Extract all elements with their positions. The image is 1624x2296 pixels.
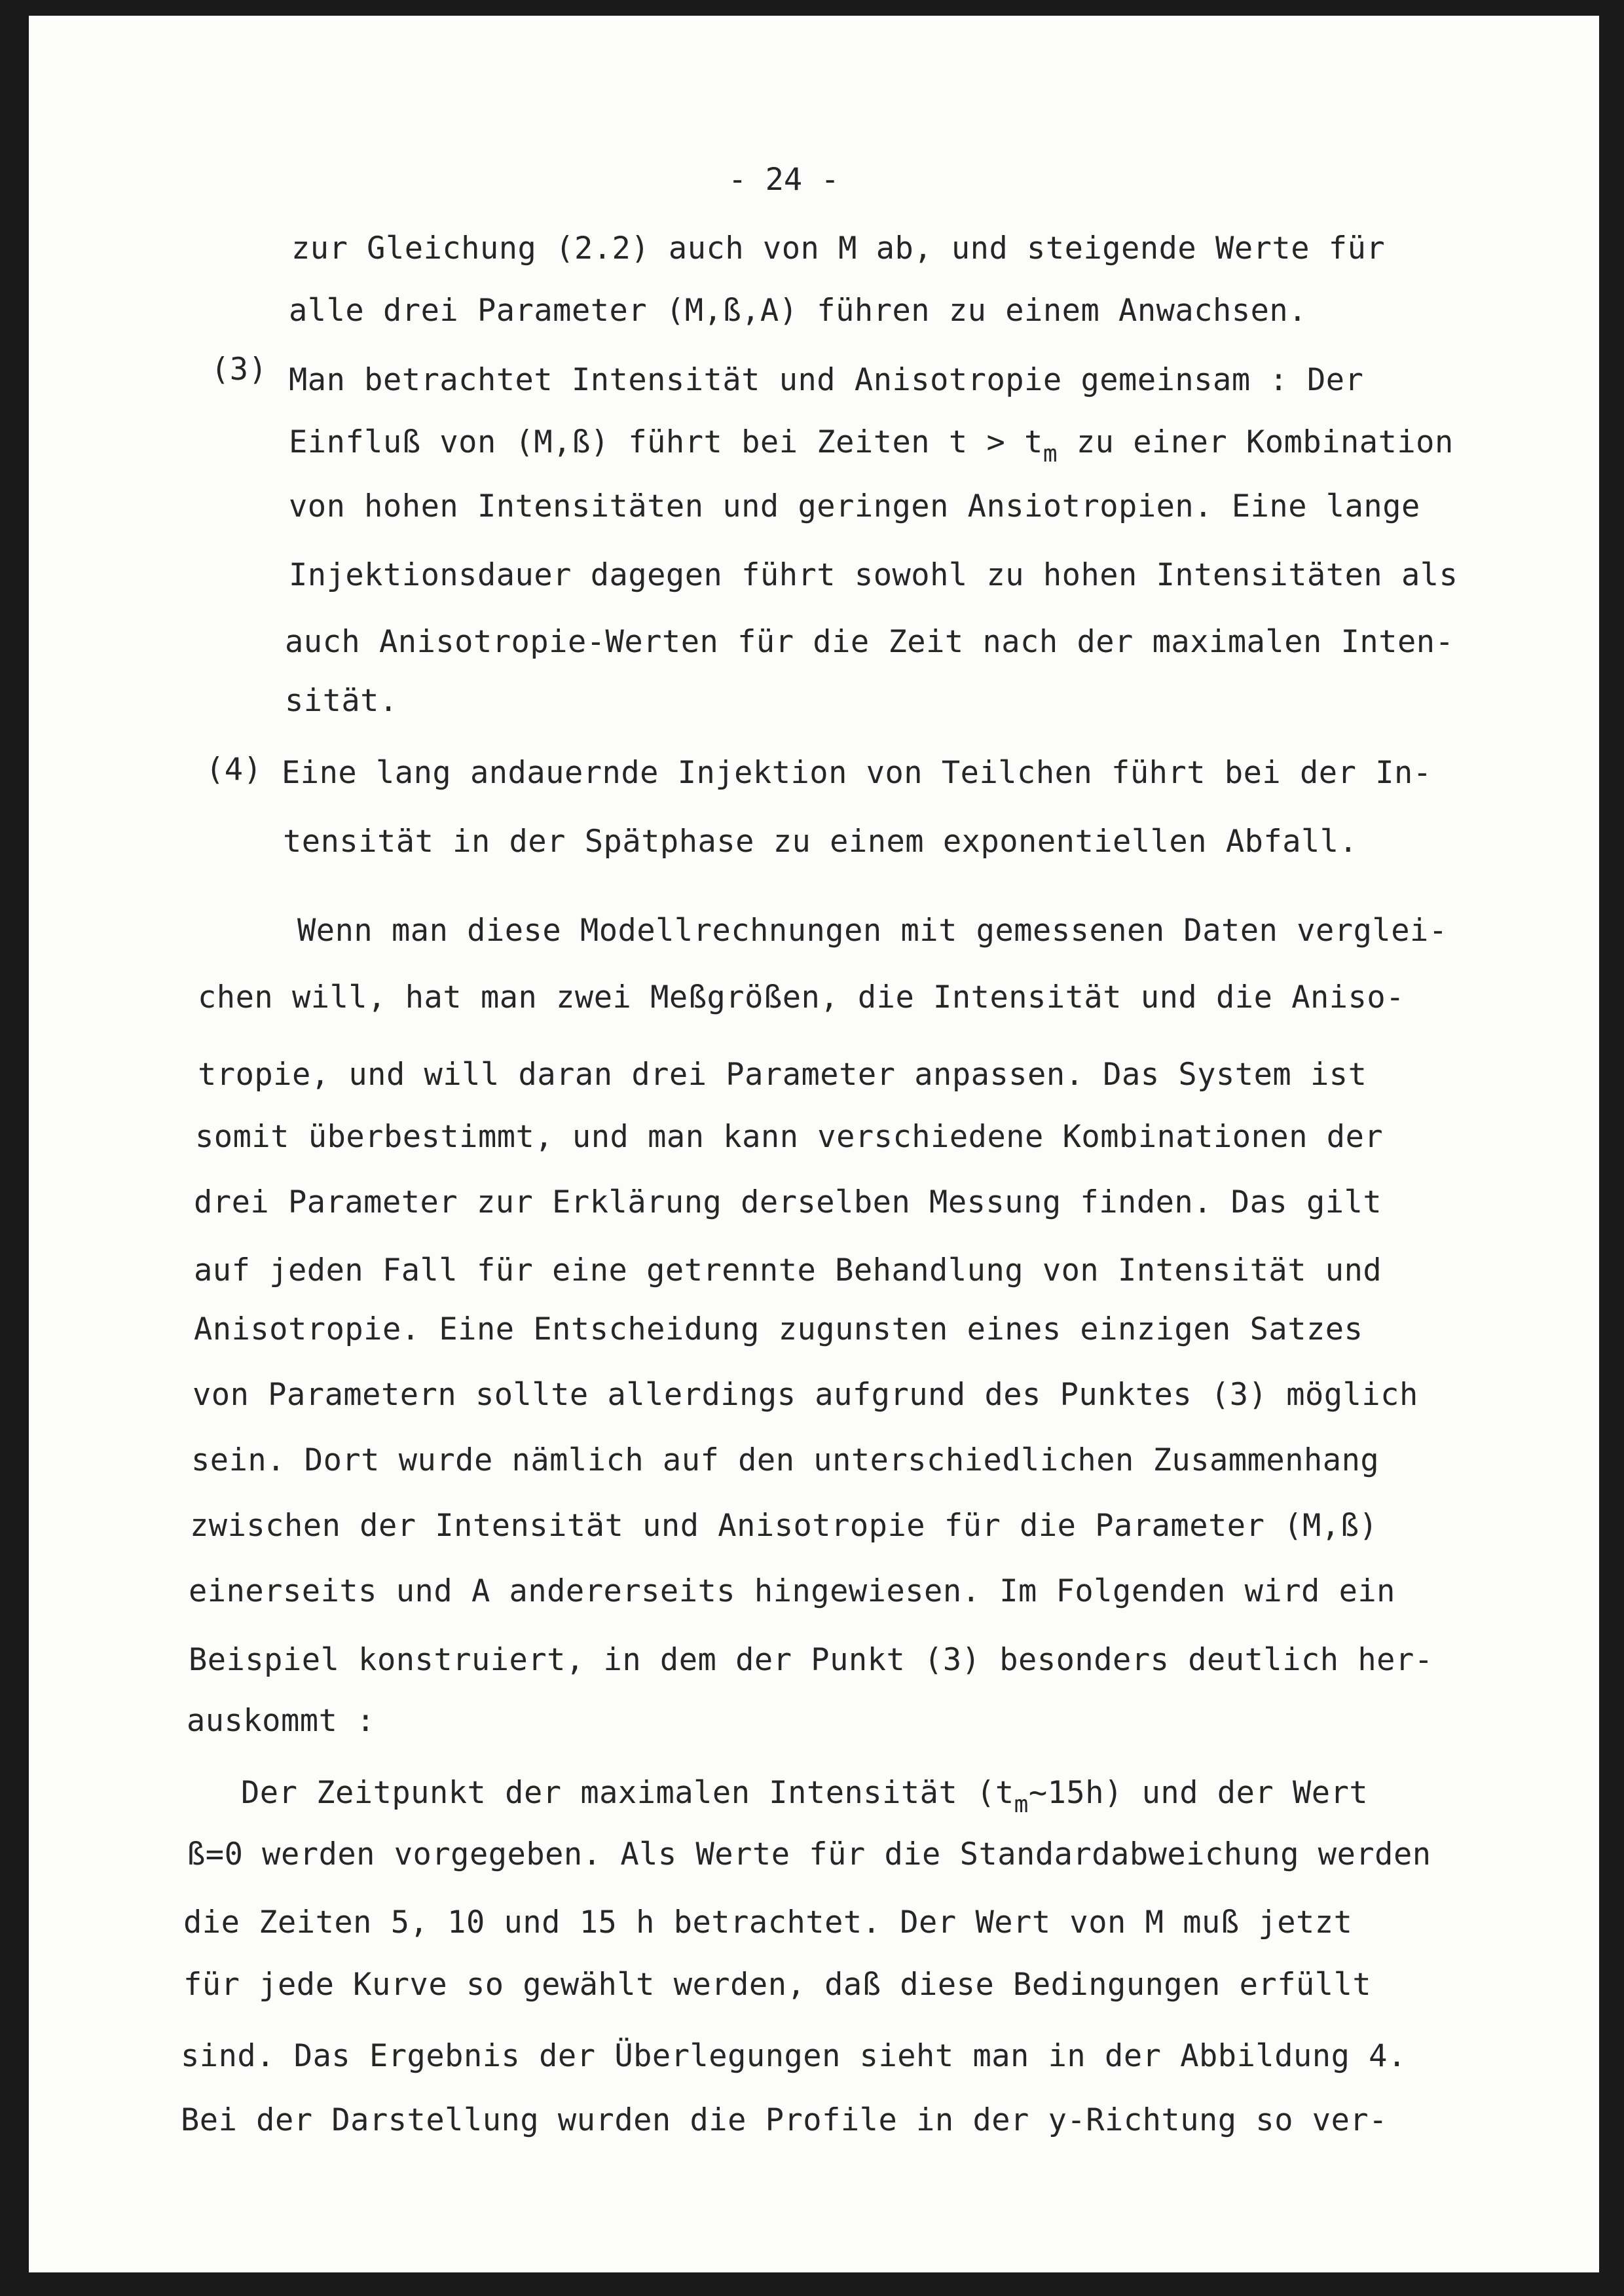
list-marker: (3)	[211, 352, 268, 388]
text-line: die Zeiten 5, 10 und 15 h betrachtet. Der Wert von M muß jetzt	[183, 1904, 1353, 1941]
text-line: chen will, hat man zwei Meßgrößen, die Intensität und die Aniso-	[198, 979, 1405, 1015]
text-line: einerseits und A andererseits hingewiesen. Im Folgenden wird ein	[189, 1573, 1395, 1609]
text-line: tensität in der Spätphase zu einem exponentiellen Abfall.	[283, 824, 1358, 860]
text-line: für jede Kurve so gewählt werden, daß diese Bedingungen erfüllt	[183, 1967, 1372, 2003]
text-line: zwischen der Intensität und Anisotropie für die Parameter (M,ß)	[190, 1508, 1378, 1544]
text-line: Beispiel konstruiert, in dem der Punkt (3) besonders deutlich her-	[189, 1642, 1433, 1678]
text-line: auskommt :	[187, 1703, 375, 1739]
text-line: auch Anisotropie-Werten für die Zeit nach der maximalen Inten-	[285, 624, 1454, 660]
text-line: somit überbestimmt, und man kann verschiedene Kombinationen der	[195, 1119, 1384, 1155]
text-line: Man betrachtet Intensität und Anisotropie gemeinsam : Der	[289, 362, 1364, 398]
text-line: alle drei Parameter (M,ß,A) führen zu einem Anwachsen.	[289, 293, 1308, 329]
text-line: zur Gleichung (2.2) auch von M ab, und steigende Werte für	[291, 230, 1386, 266]
text-line: auf jeden Fall für eine getrennte Behandlung von Intensität und	[194, 1252, 1382, 1288]
text-line: von hohen Intensitäten und geringen Ansiotropien. Eine lange	[289, 488, 1420, 524]
list-marker: (4)	[206, 752, 263, 788]
text-line: Injektionsdauer dagegen führt sowohl zu hohen Intensitäten als	[289, 557, 1458, 593]
text-line: drei Parameter zur Erklärung derselben Messung finden. Das gilt	[194, 1184, 1382, 1220]
text-line: Bei der Darstellung wurden die Profile in der y-Richtung so ver-	[181, 2102, 1388, 2138]
text-line: Der Zeitpunkt der maximalen Intensität $(t_m\sim 15h)$ und der Wert	[241, 1775, 1369, 1818]
text-line: tropie, und will daran drei Parameter anpassen. Das System ist	[198, 1057, 1367, 1093]
text-line: sität.	[285, 683, 398, 719]
text-line: Wenn man diese Modellrechnungen mit gemessenen Daten verglei-	[297, 913, 1448, 949]
text-line: Einfluß von (M,ß) führt bei Zeiten $t > t_m$ zu einer Kombination	[289, 424, 1454, 467]
text-line: Eine lang andauernde Injektion von Teilchen führt bei der In-	[282, 755, 1432, 791]
page-number: - 24 -	[728, 162, 840, 198]
text-line: sein. Dort wurde nämlich auf den unterschiedlichen Zusammenhang	[191, 1442, 1380, 1478]
text-line: sind. Das Ergebnis der Überlegungen sieht man in der Abbildung 4.	[181, 2038, 1407, 2074]
text-line: ß=0 werden vorgegeben. Als Werte für die Standardabweichung werden	[187, 1836, 1431, 1872]
text-line: Anisotropie. Eine Entscheidung zugunsten eines einzigen Satzes	[194, 1311, 1363, 1347]
text-line: von Parametern sollte allerdings aufgrund des Punktes (3) möglich	[193, 1377, 1418, 1413]
